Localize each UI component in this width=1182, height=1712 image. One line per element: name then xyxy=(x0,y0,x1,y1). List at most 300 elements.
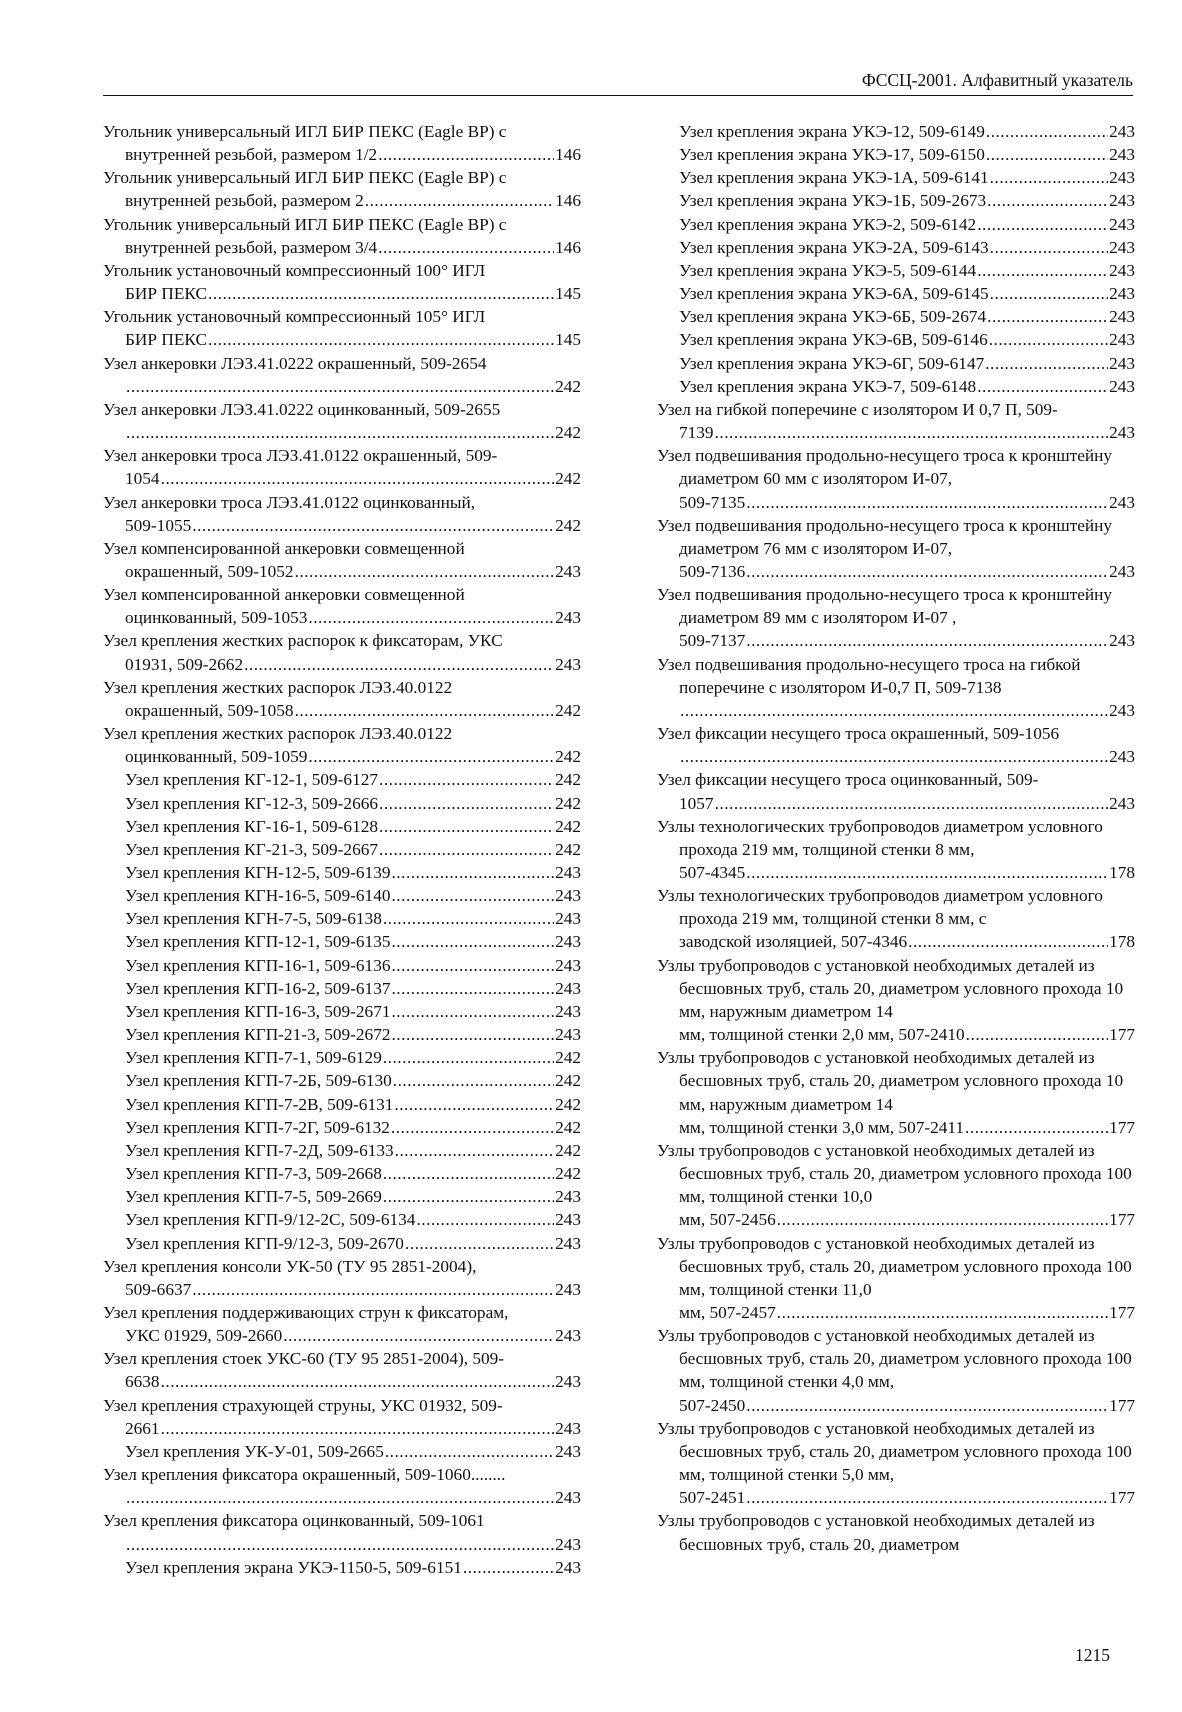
entry-page-ref: 243 xyxy=(555,1326,581,1346)
entry-page-ref: 243 xyxy=(1109,191,1135,211)
entry-text: Узел крепления поддерживающих струн к фиксаторам, xyxy=(103,1302,509,1322)
dot-leader xyxy=(463,1556,554,1579)
index-entry xyxy=(103,444,581,490)
dot-leader xyxy=(987,305,1108,328)
dot-leader xyxy=(379,768,554,791)
entry-page-ref: 242 xyxy=(555,816,581,836)
entry-leader-row xyxy=(679,375,1135,398)
entry-text: Узлы трубопроводов с установкой необходимых деталей из бесшовных труб, сталь 20, диаметром условного прохода 100 мм, толщиной стенки 10,0 xyxy=(657,1140,1132,1207)
entry-text: Узел крепления жестких распорок к фиксаторам, УКС xyxy=(103,631,503,651)
entry-tail: БИР ПЕКС xyxy=(125,284,207,304)
entry-leader-row xyxy=(679,1394,1135,1417)
entry-leader-row xyxy=(125,1000,581,1023)
entry-leader-row xyxy=(125,375,581,398)
entry-leader-row xyxy=(125,1232,581,1255)
index-entry xyxy=(103,1347,581,1393)
entry-page-ref: 243 xyxy=(555,1372,581,1392)
dot-leader xyxy=(383,1185,554,1208)
dot-leader xyxy=(126,1533,554,1556)
entry-tail: 507-4345 xyxy=(679,863,746,882)
entry-leader-row xyxy=(125,792,581,815)
entry-tail: Узел крепления УК-У-01, 509-2665 xyxy=(125,1441,384,1461)
entry-page-ref: 243 xyxy=(1109,307,1135,327)
entry-leader-row xyxy=(125,143,581,166)
entry-tail: 7139 xyxy=(679,423,714,443)
entry-tail: 1054 xyxy=(125,469,160,489)
entry-leader-row xyxy=(679,213,1135,236)
dot-leader xyxy=(385,1440,554,1463)
index-entry xyxy=(103,259,581,305)
entry-text: Узел крепления страхующей струны, УКС 01932, 509- xyxy=(103,1395,503,1415)
entry-leader-row xyxy=(125,328,581,351)
entry-leader-row xyxy=(125,1556,581,1579)
entry-page-ref: 242 xyxy=(555,1117,581,1137)
dot-leader xyxy=(391,954,554,977)
index-entry xyxy=(657,352,1135,375)
entry-page-ref: 177 xyxy=(1109,1488,1135,1508)
index-entry xyxy=(657,1509,1135,1555)
entry-leader-row xyxy=(125,1162,581,1185)
dot-leader xyxy=(391,977,554,1000)
entry-page-ref: 243 xyxy=(555,886,581,906)
entry-text: Узел крепления стоек УКС-60 (ТУ 95 2851-2004), 509- xyxy=(103,1349,505,1369)
entry-leader-row xyxy=(125,560,581,583)
entry-page-ref: 243 xyxy=(555,1233,581,1253)
entry-leader-row xyxy=(125,815,581,838)
index-entry xyxy=(103,1208,581,1231)
dot-leader xyxy=(383,1162,554,1185)
entry-page-ref: 243 xyxy=(1109,260,1135,280)
entry-page-ref: 243 xyxy=(555,863,581,882)
index-entry xyxy=(657,328,1135,351)
dot-leader xyxy=(126,375,554,398)
entry-text: Узлы трубопроводов с установкой необходимых деталей из бесшовных труб, сталь 20, диаметром условного прохода 100 мм, толщиной стенки 5,0 мм, xyxy=(657,1418,1132,1485)
index-entry xyxy=(103,1185,581,1208)
index-entry xyxy=(103,1093,581,1116)
entry-page-ref: 242 xyxy=(555,1048,581,1068)
entry-leader-row xyxy=(125,1208,581,1231)
dot-leader xyxy=(416,1208,554,1231)
dot-leader xyxy=(383,907,554,930)
entry-page-ref: 243 xyxy=(1109,793,1135,813)
entry-tail: внутренней резьбой, размером 2 xyxy=(125,191,364,211)
entry-leader-row xyxy=(125,745,581,768)
entry-text: Узлы трубопроводов с установкой необходимых деталей из бесшовных труб, сталь 20, диаметром условного прохода 100 мм, толщиной стенки 11,0 xyxy=(657,1233,1132,1299)
entry-leader-row xyxy=(125,189,581,212)
entry-leader-row xyxy=(125,653,581,676)
index-entry xyxy=(103,583,581,629)
dot-leader xyxy=(395,1139,554,1162)
entry-page-ref: 145 xyxy=(555,330,581,350)
dot-leader xyxy=(393,1069,554,1092)
entry-leader-row xyxy=(125,1486,581,1509)
entry-leader-row xyxy=(125,1185,581,1208)
dot-leader xyxy=(990,236,1108,259)
index-entry xyxy=(657,954,1135,1047)
entry-page-ref: 177 xyxy=(1109,1117,1135,1137)
entry-leader-row xyxy=(125,236,581,259)
entry-tail: 2661 xyxy=(125,1418,160,1438)
index-entry xyxy=(657,1139,1135,1232)
entry-text: Узел фиксации несущего троса окрашенный, 509-1056 xyxy=(657,724,1060,744)
entry-text: Узлы трубопроводов с установкой необходимых деталей из бесшовных труб, сталь 20, диаметром условного прохода 100 мм, толщиной стенки 4,0 мм, xyxy=(657,1326,1132,1392)
dot-leader xyxy=(391,884,554,907)
entry-tail: окрашенный, 509-1052 xyxy=(125,561,294,581)
entry-page-ref: 243 xyxy=(1109,376,1135,396)
entry-text: Узлы трубопроводов с установкой необходимых деталей из бесшовных труб, сталь 20, диаметром условного прохода 10 мм, наружным диаметром 14 xyxy=(657,1048,1124,1114)
entry-tail: мм, толщиной стенки 2,0 мм, 507-2410 xyxy=(679,1025,965,1045)
index-entry xyxy=(657,514,1135,583)
entry-text: Узел крепления консоли УК-50 (ТУ 95 2851-2004), xyxy=(103,1256,477,1276)
entry-text: Узел подвешивания продольно-несущего троса к кронштейну диаметром 89 мм с изолятором И-07 , xyxy=(657,585,1113,628)
entry-page-ref: 243 xyxy=(1109,353,1135,373)
entry-page-ref: 243 xyxy=(555,608,581,628)
dot-leader xyxy=(391,1116,554,1139)
entry-text: Угольник универсальный ИГЛ БИР ПЕКС (Eagle BP) с xyxy=(103,122,507,141)
index-entry xyxy=(103,1556,581,1579)
entry-leader-row xyxy=(125,1533,581,1556)
index-entry xyxy=(103,838,581,861)
index-entry xyxy=(103,1139,581,1162)
entry-tail: 507-2451 xyxy=(679,1488,746,1508)
entry-tail: внутренней резьбой, размером 1/2 xyxy=(125,145,378,165)
entry-page-ref: 243 xyxy=(1109,284,1135,304)
entry-leader-row xyxy=(125,1370,581,1393)
dot-leader xyxy=(746,861,1108,884)
index-entry xyxy=(103,1232,581,1255)
dot-leader xyxy=(208,328,554,351)
entry-tail: оцинкованный, 509-1059 xyxy=(125,747,308,767)
entry-tail: 6638 xyxy=(125,1372,160,1392)
entry-page-ref: 242 xyxy=(555,839,581,859)
entry-tail: Узел крепления экрана УКЭ-2А, 509-6143 xyxy=(679,237,989,257)
entry-tail: Узел крепления КГН-7-5, 509-6138 xyxy=(125,909,382,929)
entry-leader-row xyxy=(125,977,581,1000)
dot-leader xyxy=(985,352,1108,375)
entry-page-ref: 243 xyxy=(555,1025,581,1045)
entry-leader-row xyxy=(125,421,581,444)
entry-tail: Узел крепления экрана УКЭ-17, 509-6150 xyxy=(679,145,985,165)
entry-leader-row xyxy=(679,305,1135,328)
entry-text: Узел на гибкой поперечине с изолятором И 0,7 П, 509- xyxy=(657,399,1058,419)
dot-leader xyxy=(379,815,554,838)
entry-leader-row xyxy=(679,352,1135,375)
dot-leader xyxy=(295,699,555,722)
entry-tail: Узел крепления КГП-7-2В, 509-6131 xyxy=(125,1094,394,1114)
entry-leader-row xyxy=(125,1116,581,1139)
entry-page-ref: 146 xyxy=(555,237,581,257)
entry-leader-row xyxy=(679,259,1135,282)
entry-tail: Узел крепления экрана УКЭ-5, 509-6144 xyxy=(679,260,977,280)
entry-tail: заводской изоляцией, 507-4346 xyxy=(679,932,908,952)
dot-leader xyxy=(161,467,555,490)
index-entry xyxy=(657,768,1135,814)
entry-leader-row xyxy=(125,907,581,930)
dot-leader xyxy=(379,838,554,861)
entry-leader-row xyxy=(125,606,581,629)
entry-page-ref: 243 xyxy=(1109,237,1135,257)
entry-tail: Узел крепления экрана УКЭ-6Б, 509-2674 xyxy=(679,307,987,327)
entry-tail: мм, 507-2456 xyxy=(679,1210,776,1230)
entry-leader-row xyxy=(125,1069,581,1092)
entry-tail: Узел крепления КГН-16-5, 509-6140 xyxy=(125,886,391,906)
entry-tail: Узел крепления КГП-7-5, 509-2669 xyxy=(125,1187,382,1207)
entry-leader-row xyxy=(125,768,581,791)
dot-leader xyxy=(977,259,1108,282)
dot-leader xyxy=(391,861,554,884)
entry-page-ref: 177 xyxy=(1109,1395,1135,1415)
entry-leader-row xyxy=(679,930,1135,953)
index-entry xyxy=(657,236,1135,259)
entry-page-ref: 242 xyxy=(555,376,581,396)
entry-page-ref: 242 xyxy=(555,469,581,489)
entry-text: Угольник установочный компрессионный 100° ИГЛ xyxy=(103,260,486,280)
index-entry xyxy=(103,722,581,768)
index-entry xyxy=(103,954,581,977)
entry-tail: Узел крепления КГП-16-1, 509-6136 xyxy=(125,955,391,975)
index-entry xyxy=(657,305,1135,328)
entry-text: Узел подвешивания продольно-несущего троса к кронштейну диаметром 60 мм с изолятором И-07, xyxy=(657,446,1113,489)
entry-page-ref: 243 xyxy=(1109,145,1135,165)
entry-page-ref: 242 xyxy=(555,700,581,720)
right-column xyxy=(657,120,1135,1556)
entry-text: Узлы технологических трубопроводов диаметром условного прохода 219 мм, толщиной стенки 8 мм, с xyxy=(657,886,1103,929)
index-entry xyxy=(103,815,581,838)
index-entry xyxy=(103,676,581,722)
entry-text: Узел анкеровки ЛЭЗ.41.0222 окрашенный, 509-2654 xyxy=(103,353,487,373)
entry-leader-row xyxy=(679,421,1135,444)
index-entry xyxy=(657,282,1135,305)
entry-page-ref: 243 xyxy=(1109,631,1135,651)
entry-page-ref: 243 xyxy=(1109,330,1135,350)
entry-page-ref: 243 xyxy=(555,1534,581,1554)
index-entry xyxy=(103,977,581,1000)
entry-tail: УКС 01929, 509-2660 xyxy=(125,1326,283,1346)
dot-leader xyxy=(283,1324,554,1347)
index-entry xyxy=(657,213,1135,236)
header-rule xyxy=(103,95,1133,96)
dot-leader xyxy=(746,560,1108,583)
dot-leader xyxy=(987,189,1108,212)
dot-leader xyxy=(308,745,554,768)
dot-leader xyxy=(394,1093,554,1116)
index-entry xyxy=(103,1255,581,1301)
entry-tail: 509-7137 xyxy=(679,631,746,651)
entry-text: Узел крепления жестких распорок ЛЭЗ.40.0122 xyxy=(103,677,453,697)
dot-leader xyxy=(126,421,554,444)
index-entry xyxy=(103,213,581,259)
dot-leader xyxy=(126,1486,554,1509)
entry-leader-row xyxy=(679,189,1135,212)
dot-leader xyxy=(208,282,554,305)
entry-page-ref: 146 xyxy=(555,145,581,165)
entry-tail: Узел крепления КГП-9/12-2С, 509-6134 xyxy=(125,1210,416,1230)
entry-tail: Узел крепления КГП-7-2Д, 509-6133 xyxy=(125,1140,394,1160)
entry-leader-row xyxy=(125,930,581,953)
dot-leader xyxy=(990,282,1108,305)
index-entry xyxy=(103,166,581,212)
entry-leader-row xyxy=(679,745,1135,768)
entry-page-ref: 243 xyxy=(555,1441,581,1461)
index-entry xyxy=(103,629,581,675)
entry-page-ref: 243 xyxy=(1109,747,1135,767)
entry-text: Узел крепления фиксатора оцинкованный, 509-1061 xyxy=(103,1511,485,1531)
entry-text: Узлы технологических трубопроводов диаметром условного прохода 219 мм, толщиной стенки 8 мм, xyxy=(657,816,1103,859)
entry-page-ref: 243 xyxy=(555,932,581,952)
entry-page-ref: 178 xyxy=(1109,863,1135,882)
dot-leader xyxy=(244,653,554,676)
entry-leader-row xyxy=(679,1116,1135,1139)
entry-leader-row xyxy=(679,560,1135,583)
dot-leader xyxy=(777,1301,1108,1324)
entry-tail: 1057 xyxy=(679,793,714,813)
entry-leader-row xyxy=(125,1023,581,1046)
dot-leader xyxy=(746,629,1108,652)
entry-tail: Узел крепления экрана УКЭ-1А, 509-6141 xyxy=(679,168,989,188)
dot-leader xyxy=(680,745,1108,768)
dot-leader xyxy=(391,1023,554,1046)
entry-text: Угольник универсальный ИГЛ БИР ПЕКС (Eagle BP) с xyxy=(103,168,507,188)
entry-page-ref: 243 xyxy=(555,909,581,929)
dot-leader xyxy=(715,792,1109,815)
dot-leader xyxy=(908,930,1108,953)
index-entry xyxy=(657,722,1135,768)
dot-leader xyxy=(746,1394,1108,1417)
entry-leader-row xyxy=(679,1486,1135,1509)
dot-leader xyxy=(295,560,555,583)
dot-leader xyxy=(680,699,1108,722)
entry-leader-row xyxy=(679,1301,1135,1324)
index-entry xyxy=(103,537,581,583)
index-entry xyxy=(103,1509,581,1555)
entry-text: Узел анкеровки ЛЭЗ.41.0222 оцинкованный, 509-2655 xyxy=(103,399,501,419)
entry-tail: Узел крепления экрана УКЭ-6А, 509-6145 xyxy=(679,284,989,304)
index-entry xyxy=(103,1000,581,1023)
entry-tail: Узел крепления КГ-12-1, 509-6127 xyxy=(125,770,378,790)
entry-tail: 509-7136 xyxy=(679,561,746,581)
entry-leader-row xyxy=(125,699,581,722)
entry-tail: Узел крепления экрана УКЭ-7, 509-6148 xyxy=(679,376,977,396)
entry-page-ref: 243 xyxy=(555,1557,581,1577)
index-entry xyxy=(103,1394,581,1440)
index-entry xyxy=(103,930,581,953)
entry-page-ref: 243 xyxy=(555,1488,581,1508)
entry-tail: Узел крепления КГП-9/12-3, 509-2670 xyxy=(125,1233,404,1253)
entry-leader-row xyxy=(125,838,581,861)
entry-text: Узел крепления фиксатора окрашенный, 509-1060........ xyxy=(103,1465,506,1485)
dot-leader xyxy=(977,213,1108,236)
running-header: ФССЦ-2001. Алфавитный указатель xyxy=(861,70,1133,90)
entry-tail: Узел крепления КГ-21-3, 509-2667 xyxy=(125,839,378,859)
index-entry xyxy=(103,1069,581,1092)
entry-page-ref: 243 xyxy=(1109,122,1135,141)
index-entry xyxy=(657,143,1135,166)
entry-page-ref: 243 xyxy=(555,561,581,581)
entry-tail: 509-6637 xyxy=(125,1279,192,1299)
index-entry xyxy=(657,189,1135,212)
entry-tail: Узел крепления КГП-7-2Г, 509-6132 xyxy=(125,1117,390,1137)
entry-page-ref: 243 xyxy=(1109,561,1135,581)
entry-tail: Узел крепления экрана УКЭ-6Г, 509-6147 xyxy=(679,353,985,373)
index-entry xyxy=(103,305,581,351)
entry-leader-row xyxy=(125,1440,581,1463)
index-entry xyxy=(103,398,581,444)
dot-leader xyxy=(192,514,554,537)
dot-leader xyxy=(383,1046,554,1069)
entry-tail: Узел крепления экрана УКЭ-1Б, 509-2673 xyxy=(679,191,987,211)
index-entry xyxy=(657,1417,1135,1510)
entry-tail: Узел крепления КГП-12-1, 509-6135 xyxy=(125,932,391,952)
index-entry xyxy=(103,768,581,791)
page-number: 1215 xyxy=(1075,1645,1110,1665)
entry-text: Узел подвешивания продольно-несущего троса к кронштейну диаметром 76 мм с изолятором И-07, xyxy=(657,515,1113,558)
entry-text: Узлы трубопроводов с установкой необходимых деталей из бесшовных труб, сталь 20, диаметром условного прохода 10 мм, наружным диаметром 14 xyxy=(657,955,1124,1021)
entry-leader-row xyxy=(125,1093,581,1116)
entry-tail: Узел крепления КГП-21-3, 509-2672 xyxy=(125,1025,391,1045)
entry-leader-row xyxy=(679,282,1135,305)
entry-tail: мм, толщиной стенки 3,0 мм, 507-2411 xyxy=(679,1117,965,1137)
entry-page-ref: 242 xyxy=(555,423,581,443)
dot-leader xyxy=(391,1000,554,1023)
dot-leader xyxy=(966,1023,1108,1046)
entry-tail: Узел крепления КГП-16-2, 509-6137 xyxy=(125,978,391,998)
dot-leader xyxy=(161,1417,555,1440)
entry-leader-row xyxy=(679,792,1135,815)
dot-leader xyxy=(378,236,554,259)
entry-tail: Узел крепления КГП-16-3, 509-2671 xyxy=(125,1001,391,1021)
entry-page-ref: 243 xyxy=(555,955,581,975)
index-entry xyxy=(657,884,1135,953)
entry-page-ref: 146 xyxy=(555,191,581,211)
dot-leader xyxy=(365,189,554,212)
entry-leader-row xyxy=(125,1324,581,1347)
index-entry xyxy=(103,907,581,930)
entry-page-ref: 242 xyxy=(555,747,581,767)
index-entry xyxy=(103,1116,581,1139)
entry-tail: 507-2450 xyxy=(679,1395,746,1415)
index-entry xyxy=(103,1301,581,1347)
index-entry xyxy=(657,653,1135,722)
entry-tail: Узел крепления КГП-7-1, 509-6129 xyxy=(125,1048,382,1068)
entry-page-ref: 243 xyxy=(1109,168,1135,188)
entry-leader-row xyxy=(679,699,1135,722)
dot-leader xyxy=(977,375,1108,398)
entry-tail: 509-7135 xyxy=(679,492,746,512)
entry-page-ref: 177 xyxy=(1109,1025,1135,1045)
entry-page-ref: 243 xyxy=(555,1418,581,1438)
entry-page-ref: 243 xyxy=(555,1279,581,1299)
entry-tail: Узел крепления КГП-7-3, 509-2668 xyxy=(125,1164,382,1184)
dot-leader xyxy=(986,143,1108,166)
entry-leader-row xyxy=(679,1208,1135,1231)
index-entry xyxy=(103,1463,581,1509)
dot-leader xyxy=(405,1232,554,1255)
dot-leader xyxy=(192,1278,554,1301)
entry-text: Узел компенсированной анкеровки совмещенной xyxy=(103,585,465,605)
entry-text: Узел подвешивания продольно-несущего троса на гибкой поперечине с изолятором И-0,7 П, 509-7138 xyxy=(657,654,1081,697)
index-entry xyxy=(103,1440,581,1463)
dot-leader xyxy=(990,166,1108,189)
entry-page-ref: 242 xyxy=(555,1164,581,1184)
dot-leader xyxy=(777,1208,1108,1231)
entry-text: Угольник универсальный ИГЛ БИР ПЕКС (Eagle BP) с xyxy=(103,214,507,234)
dot-leader xyxy=(746,491,1108,514)
entry-page-ref: 178 xyxy=(1109,932,1135,952)
index-entry xyxy=(657,259,1135,282)
entry-leader-row xyxy=(679,143,1135,166)
entry-tail: Узел крепления КГ-12-3, 509-2666 xyxy=(125,793,378,813)
index-entry xyxy=(657,1232,1135,1325)
